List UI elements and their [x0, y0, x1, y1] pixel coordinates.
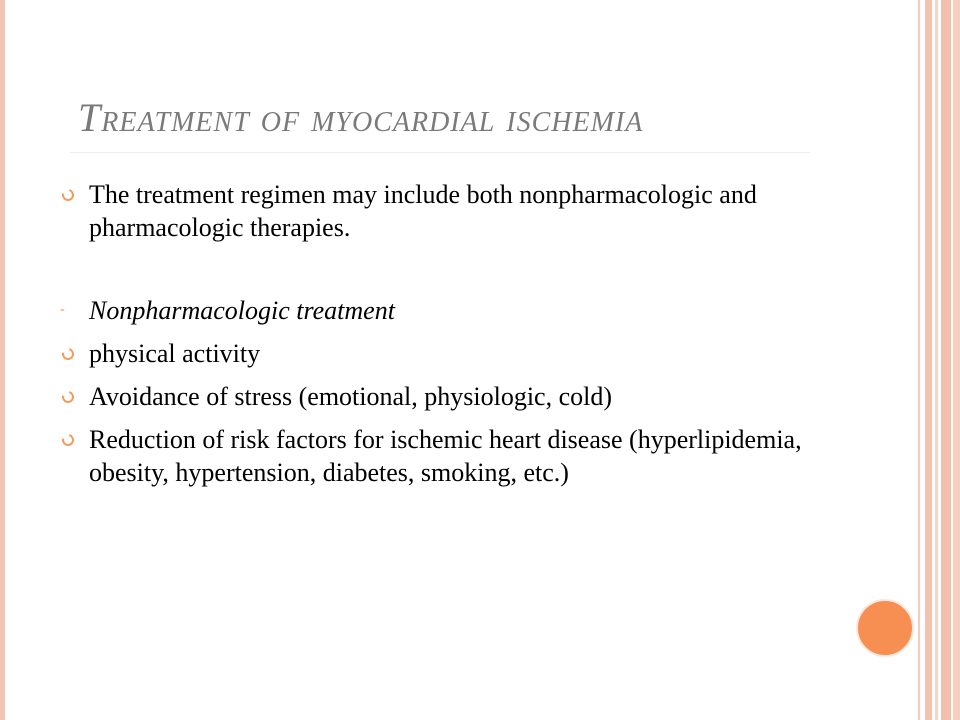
list-item-text: Nonpharmacologic treatment — [89, 296, 395, 325]
decorative-circle — [856, 599, 914, 657]
list-item — [60, 337, 820, 370]
list-item-text: Reduction of risk factors for ischemic heart disease (hyperlipidemia, obesity, hypertension, diabetes, smoking, etc.) — [89, 425, 802, 487]
bullet-icon — [60, 389, 76, 405]
bullet-icon — [60, 187, 76, 203]
list-item — [60, 294, 820, 327]
title-divider — [70, 152, 810, 153]
spacer — [60, 254, 820, 294]
slide-title: Treatment of myocardial ischemia — [78, 95, 644, 140]
right-stripe — [941, 0, 951, 720]
right-stripe — [925, 0, 932, 720]
dash-icon: - — [60, 302, 65, 317]
bullet-icon — [60, 346, 76, 362]
list-item — [60, 380, 820, 413]
list-item — [60, 178, 820, 244]
right-stripe — [935, 0, 938, 720]
left-edge-border — [0, 0, 5, 720]
slide-body — [60, 178, 820, 499]
list-item-text: Avoidance of stress (emotional, physiologic, cold) — [89, 382, 613, 411]
right-stripe — [953, 0, 960, 720]
right-stripe — [918, 0, 920, 720]
list-item-text: physical activity — [89, 339, 261, 368]
list-item — [60, 423, 820, 489]
list-item-text: The treatment regimen may include both nonpharmacologic and pharmacologic therapies. — [89, 180, 757, 242]
bullet-icon — [60, 432, 76, 448]
